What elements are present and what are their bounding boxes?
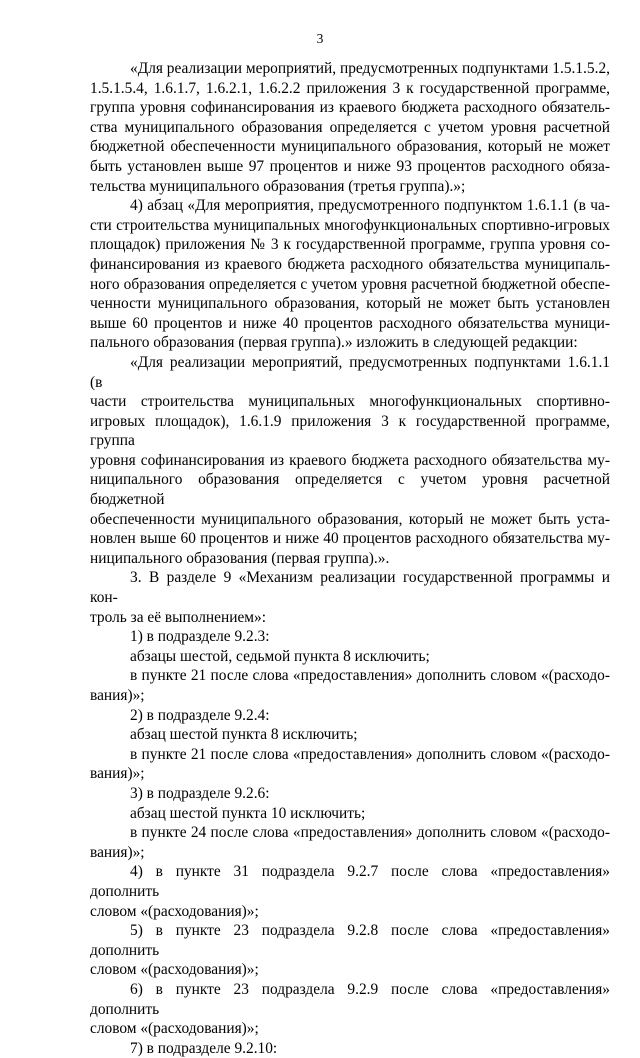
- text-line: абзацы шестой, седьмой пункта 8 исключить;: [130, 647, 430, 665]
- text-line: троль за её выполнением»:: [90, 608, 267, 626]
- text-line: в пункте 21 после слова «предоставления» дополнить словом «(расходо-: [130, 667, 610, 685]
- paragraph-sub-3: [90, 784, 610, 804]
- text-line: 5) в пункте 23 подраздела 9.2.8 после слова «предоставления» дополнить: [90, 922, 610, 959]
- text-line: 3) в подразделе 9.2.6:: [130, 784, 270, 802]
- text-line: части строительства муниципальных многофункциональных спортивно-: [90, 393, 610, 411]
- paragraph-sub-3-b: [90, 823, 610, 862]
- text-line: обеспеченности муниципального образования, который не может быть уста-: [90, 510, 610, 528]
- text-line: словом «(расходования)»;: [90, 1020, 259, 1038]
- text-line: словом «(расходования)»;: [90, 902, 259, 920]
- text-line: в пункте 24 после слова «предоставления» дополнить словом «(расходо-: [130, 824, 610, 842]
- text-line: 3. В разделе 9 «Механизм реализации государственной программы и кон-: [90, 569, 610, 607]
- paragraph-sub-4: [90, 862, 610, 921]
- paragraph-sub-2: [90, 706, 610, 726]
- text-line: абзац шестой пункта 10 исключить;: [130, 804, 366, 822]
- text-line: ченности муниципального образования, который не может быть установлен: [90, 295, 610, 313]
- text-line: ства муниципального образования определяется с учетом уровня расчетной: [90, 118, 610, 136]
- text-line: ниципального образования определяется с учетом уровня расчетной бюджетной: [90, 471, 610, 509]
- text-line: в пункте 21 после слова «предоставления» дополнить словом «(расходо-: [130, 745, 610, 763]
- text-line: 4) абзац «Для мероприятия, предусмотренного подпунктом 1.6.1.1 (в ча-: [130, 197, 610, 215]
- paragraph-sub-1-b: [90, 666, 610, 705]
- text-line: «Для реализации мероприятий, предусмотренных подпунктами 1.5.1.5.2,: [130, 60, 610, 77]
- paragraph-sub-7: [90, 1039, 610, 1058]
- text-line: 2) в подразделе 9.2.4:: [130, 706, 270, 724]
- paragraph-sub-3-a: [90, 804, 610, 824]
- text-line: 7) в подразделе 9.2.10:: [130, 1039, 278, 1057]
- document-body: [90, 59, 610, 1058]
- text-line: вания)»;: [90, 765, 145, 783]
- text-line: 1) в подразделе 9.2.3:: [130, 628, 270, 646]
- text-line: пального образования (первая группа).» изложить в следующей редакции:: [90, 334, 578, 352]
- text-line: игровых площадок), 1.6.1.9 приложения 3 к государственной программе, группа: [90, 412, 610, 450]
- paragraph-sub-2-a: [90, 725, 610, 745]
- paragraph-quote-1: [90, 59, 610, 196]
- text-line: ниципального образования (первая группа).».: [90, 549, 390, 567]
- text-line: вания)»;: [90, 843, 145, 861]
- text-line: 4) в пункте 31 подраздела 9.2.7 после слова «предоставления» дополнить: [90, 863, 610, 900]
- text-line: быть установлен выше 97 процентов и ниже 93 процентов расходного обяза-: [90, 157, 610, 175]
- paragraph-sub-1: [90, 627, 610, 647]
- paragraph-item-3-section-9: [90, 568, 610, 627]
- text-line: сти строительства муниципальных многофункциональных спортивно-игровых: [90, 216, 610, 234]
- page-number: 3: [316, 31, 324, 46]
- paragraph-item-4: [90, 196, 610, 353]
- text-line: уровня софинансирования из краевого бюджета расходного обязательства му-: [90, 451, 610, 469]
- paragraph-sub-6: [90, 980, 610, 1039]
- paragraph-sub-5: [90, 921, 610, 980]
- text-line: выше 60 процентов и ниже 40 процентов расходного обязательства муници-: [90, 314, 610, 332]
- text-line: 6) в пункте 23 подраздела 9.2.9 после слова «предоставления» дополнить: [90, 980, 610, 1018]
- text-line: вания)»;: [90, 687, 145, 704]
- text-line: абзац шестой пункта 8 исключить;: [130, 726, 358, 744]
- text-line: бюджетной обеспеченности муниципального образования, который не может: [90, 138, 610, 156]
- text-line: финансирования из краевого бюджета расходного обязательства муниципаль-: [90, 255, 610, 273]
- paragraph-sub-1-a: [90, 647, 610, 667]
- text-line: словом «(расходования)»;: [90, 961, 259, 979]
- text-line: тельства муниципального образования (третья группа).»;: [90, 177, 466, 195]
- text-line: новлен выше 60 процентов и ниже 40 процентов расходного обязательства му-: [90, 530, 610, 548]
- text-line: группа уровня софинансирования из краевого бюджета расходного обязатель-: [90, 99, 610, 117]
- text-line: «Для реализации мероприятий, предусмотренных подпунктами 1.6.1.1 (в: [90, 353, 610, 391]
- text-line: площадок) приложения № 3 к государственной программе, группа уровня со-: [90, 236, 610, 254]
- text-line: 1.5.1.5.4, 1.6.1.7, 1.6.2.1, 1.6.2.2 приложения 3 к государственной программе,: [90, 79, 610, 97]
- paragraph-quote-2: [90, 353, 610, 569]
- paragraph-sub-2-b: [90, 745, 610, 784]
- text-line: ного образования определяется с учетом уровня расчетной бюджетной обеспе-: [90, 275, 610, 293]
